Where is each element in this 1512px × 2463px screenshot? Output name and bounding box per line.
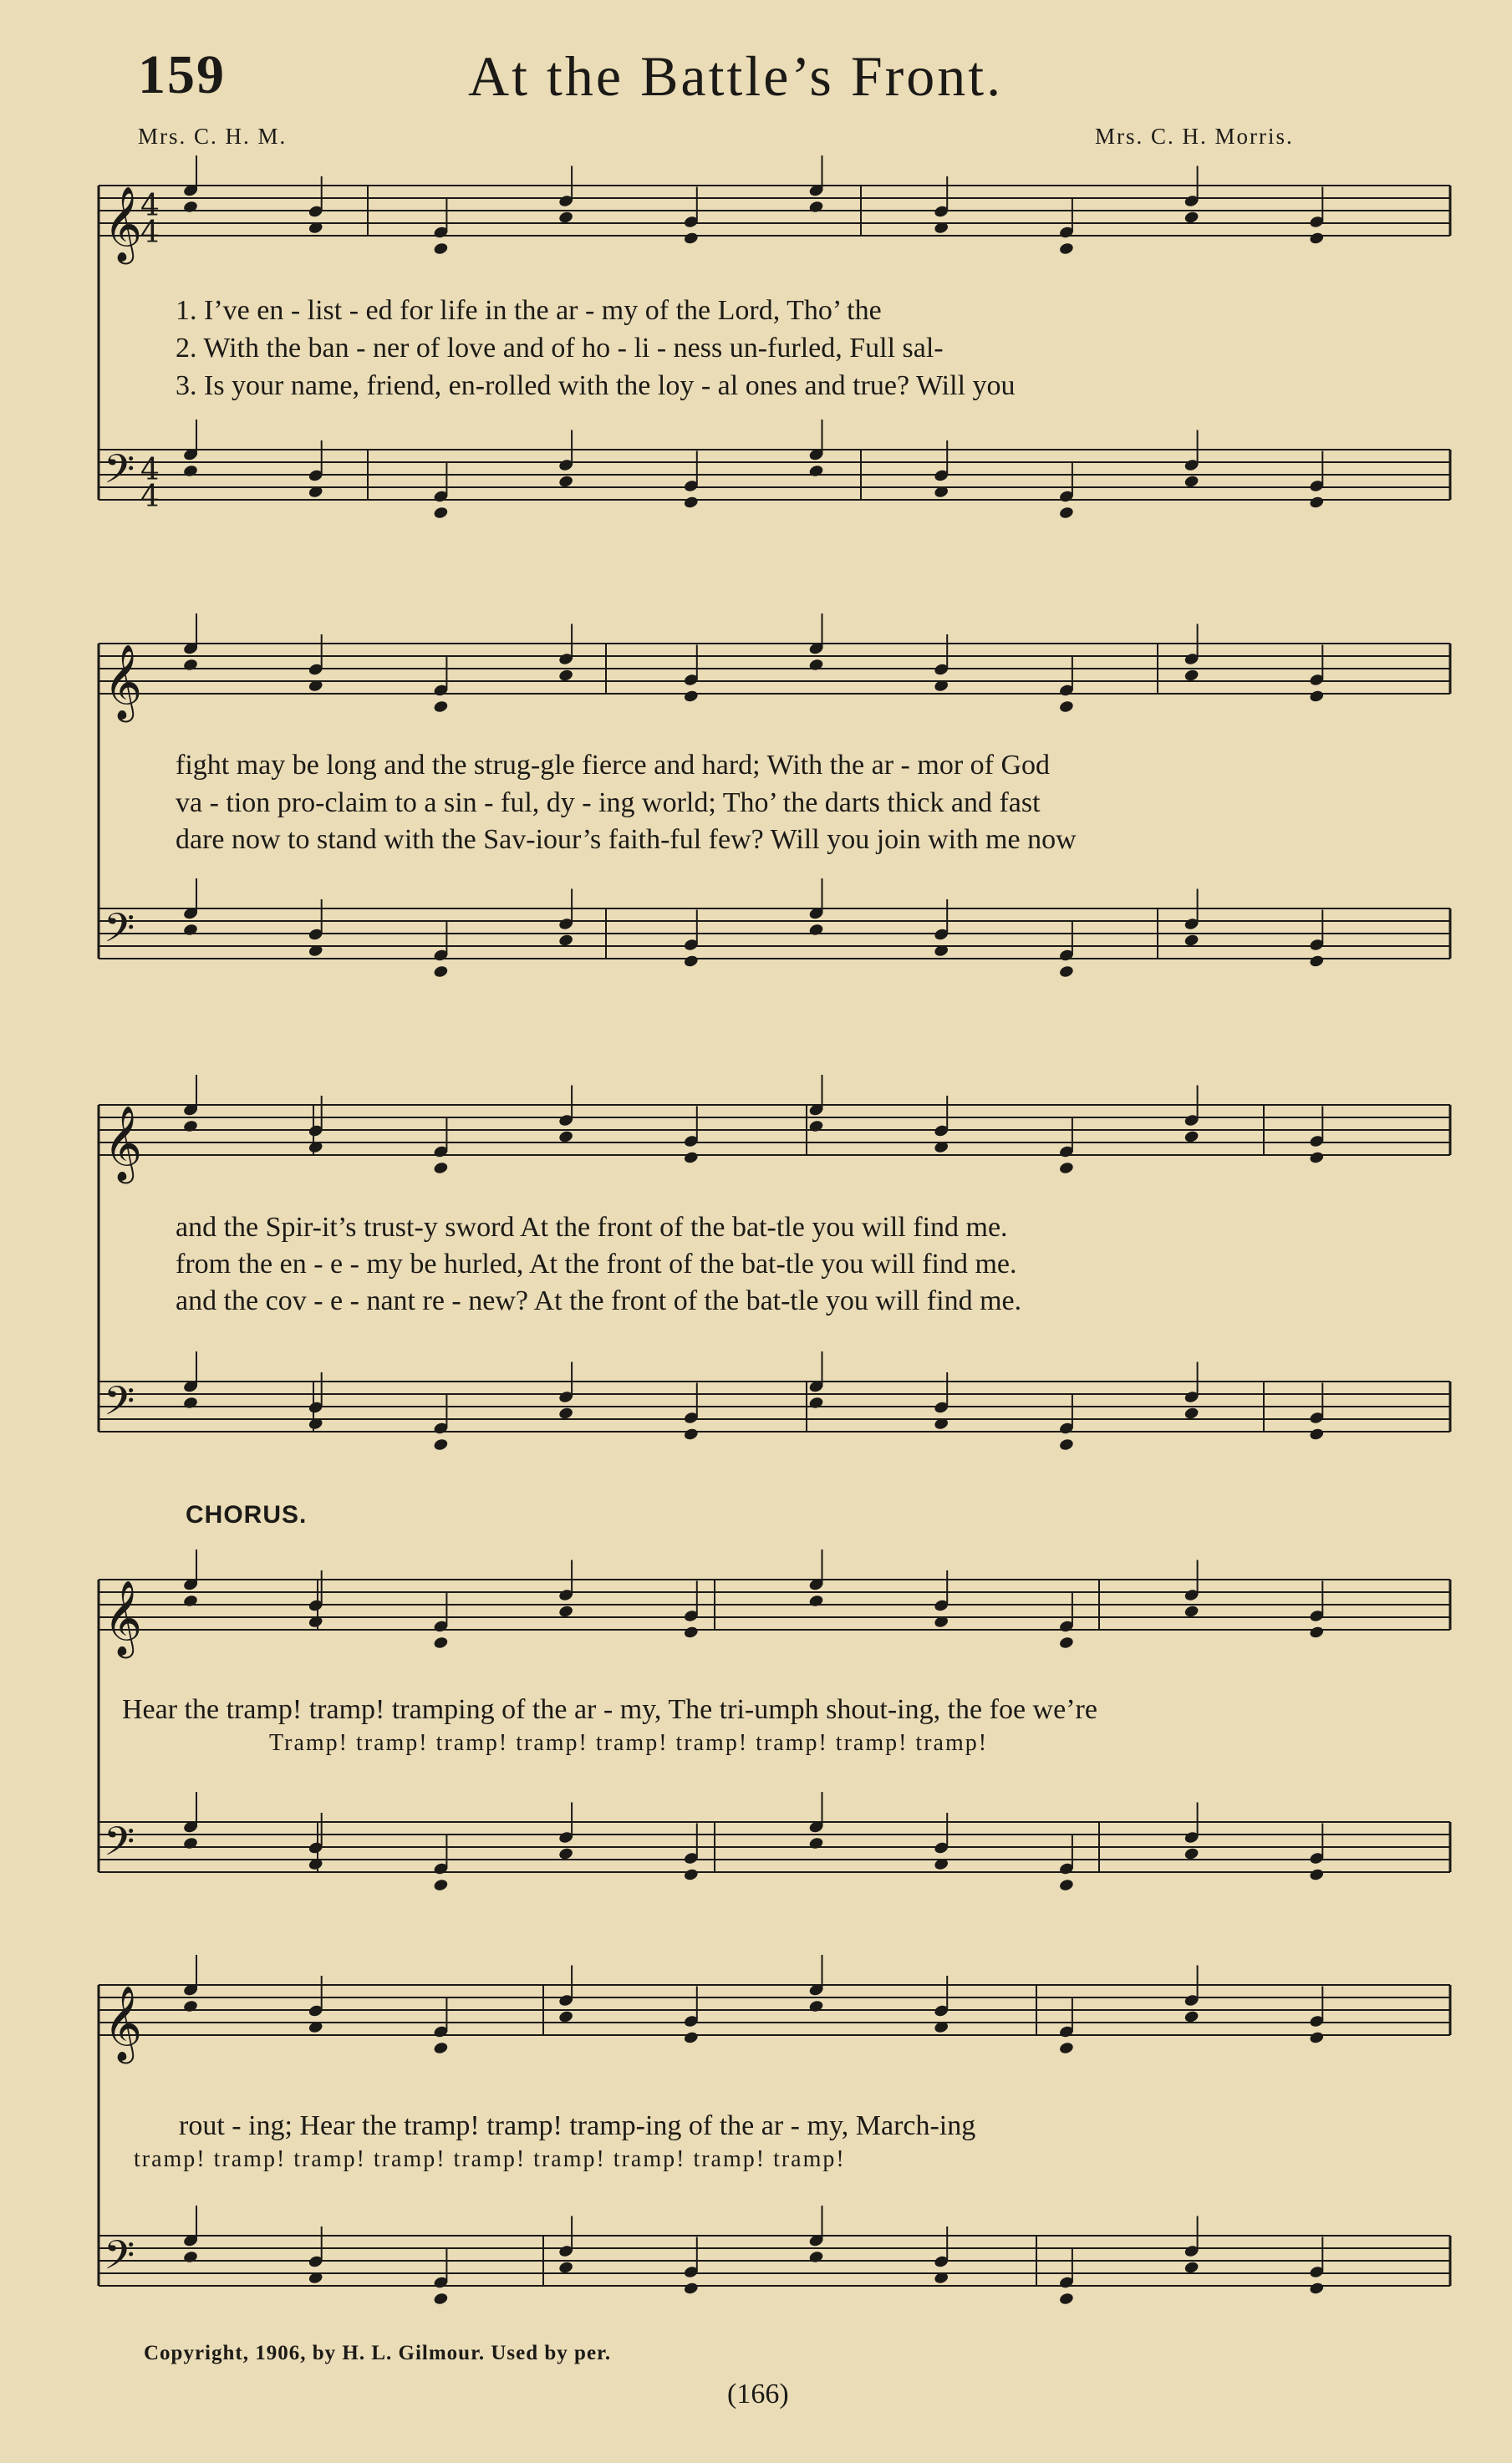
notehead [683,2031,699,2045]
notehead [1184,669,1199,683]
verse-3-line-3: and the cov - e - nant re - new? At the front of the bat-tle you will find me. [176,1285,1022,1316]
notehead [182,1594,198,1608]
notehead [1309,232,1325,246]
notehead [1058,964,1074,979]
bass-clef: 𝄢 [104,445,135,502]
notehead [433,1161,449,1175]
notehead [1058,2292,1074,2306]
notehead [1309,1626,1325,1640]
notehead [433,700,449,714]
notehead [558,475,574,489]
time-signature-bottom: 4 [140,216,160,250]
notehead [1184,1847,1199,1861]
bass-clef: 𝄢 [104,904,135,961]
notehead [683,954,699,969]
verse-3-line-1: 3. Is your name, friend, en-rolled with the loy - al ones and true? Will you [176,370,1016,401]
hymn-title: At the Battle’s Front. [468,44,1004,108]
hymn-number: 159 [138,44,226,105]
notehead [558,1605,574,1619]
treble-clef: 𝄞 [104,1580,143,1656]
notehead [182,1836,198,1850]
notehead [182,464,198,478]
notehead [1184,1605,1199,1619]
notehead [808,923,824,937]
treble-clef: 𝄞 [104,1986,143,2061]
verse-1-line-1: 1. I’ve en - list - ed for life in the ar - my of the Lord, Tho’ the [176,295,882,326]
notehead [1309,1427,1325,1442]
words-credit: Mrs. C. H. M. [138,124,288,149]
notehead [433,2041,449,2055]
notehead [683,2282,699,2296]
notehead [1184,1407,1199,1421]
notehead [808,658,824,672]
chorus-line-2: rout - ing; Hear the tramp! tramp! tramp-ing of the ar - my, March-ing [179,2110,976,2141]
bass-clef: 𝄢 [104,1377,135,1434]
notehead [1184,934,1199,948]
chorus-line-1-bass: Tramp! tramp! tramp! tramp! tramp! tramp! tramp! tramp! tramp! [269,1730,989,1756]
notehead [558,1130,574,1144]
notehead [558,669,574,683]
notehead [1058,242,1074,256]
notehead [182,1396,198,1410]
notehead [1184,211,1199,225]
notehead [433,1636,449,1650]
notehead [683,1626,699,1640]
notehead [1058,1636,1074,1650]
notehead [1309,496,1325,510]
notehead [683,232,699,246]
notehead [1309,690,1325,704]
notehead [1309,1868,1325,1882]
verse-2-line-3: from the en - e - my be hurled, At the front of the bat-tle you will find me. [176,1249,1017,1280]
verse-2-line-1: 2. With the ban - ner of love and of ho - li - ness un-furled, Full sal- [176,333,944,364]
notehead [182,923,198,937]
notehead [433,964,449,979]
notehead [1184,1130,1199,1144]
notehead [1309,2031,1325,2045]
notehead [182,1999,198,2013]
copyright-notice: Copyright, 1906, by H. L. Gilmour. Used by per. [144,2342,612,2364]
notehead [683,690,699,704]
notehead [808,1999,824,2013]
verse-3-line-2: dare now to stand with the Sav-iour’s faith-ful few? Will you join with me now [176,824,1077,855]
chorus-label: CHORUS. [186,1501,308,1529]
notehead [558,1407,574,1421]
treble-clef: 𝄞 [104,186,143,262]
notehead [1309,1151,1325,1165]
treble-clef: 𝄞 [104,1106,143,1181]
music-credit: Mrs. C. H. Morris. [1095,124,1294,149]
notehead [808,200,824,214]
treble-clef: 𝄞 [104,644,143,720]
chorus-line-1: Hear the tramp! tramp! tramping of the ar - my, The tri-umph shout-ing, the foe we’re [122,1694,1097,1725]
notehead [433,1438,449,1452]
notehead [683,1868,699,1882]
notehead [1309,954,1325,969]
bass-clef: 𝄢 [104,2231,135,2288]
notehead [558,211,574,225]
notehead [808,1836,824,1850]
verse-1-line-2: fight may be long and the strug-gle fierce and hard; With the ar - mor of God [176,750,1051,781]
notehead [558,1847,574,1861]
time-signature-bottom: 4 [140,480,160,514]
chorus-line-2-bass: tramp! tramp! tramp! tramp! tramp! tramp! tramp! tramp! tramp! [134,2146,846,2172]
verse-1-line-3: and the Spir-it’s trust-y sword At the front of the bat-tle you will find me. [176,1212,1008,1243]
notehead [182,1119,198,1133]
notehead [808,2250,824,2264]
notehead [1058,1161,1074,1175]
notehead [1184,475,1199,489]
verse-2-line-2: va - tion pro-claim to a sin - ful, dy - ing world; Tho’ the darts thick and fast [176,787,1041,818]
notehead [1184,2010,1199,2024]
notehead [1058,506,1074,520]
notehead [1058,700,1074,714]
page-number: (166) [727,2379,789,2410]
notehead [433,1878,449,1892]
notehead [1309,2282,1325,2296]
notehead [433,242,449,256]
notehead [683,1151,699,1165]
bass-clef: 𝄢 [104,1818,135,1875]
time-signature-top: 4 [140,189,160,223]
notehead [1184,2261,1199,2275]
notehead [808,1594,824,1608]
notehead [433,506,449,520]
notehead [808,1396,824,1410]
notehead [433,2292,449,2306]
notehead [1058,2041,1074,2055]
time-signature-top: 4 [140,453,160,487]
notehead [808,1119,824,1133]
notehead [1058,1438,1074,1452]
notehead [683,1427,699,1442]
notehead [182,200,198,214]
notehead [558,2010,574,2024]
notehead [182,658,198,672]
notehead [1058,1878,1074,1892]
notehead [182,2250,198,2264]
notehead [558,934,574,948]
notehead [558,2261,574,2275]
notehead [683,496,699,510]
notehead [808,464,824,478]
